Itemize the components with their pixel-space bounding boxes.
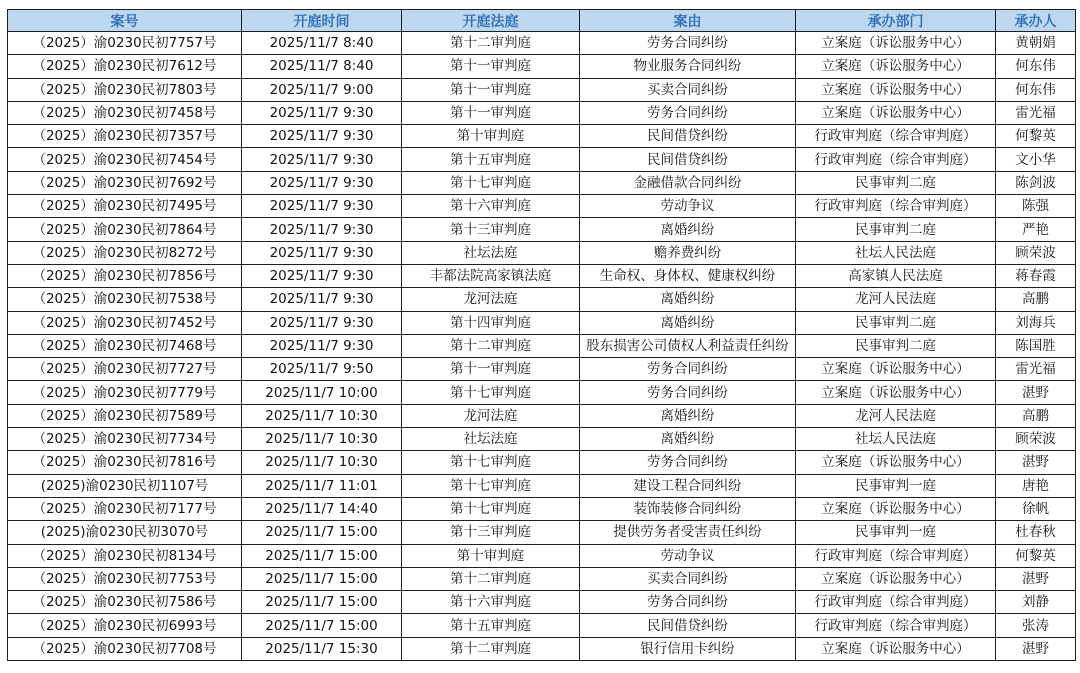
cell-case-number: （2025）渝0230民初7727号 (8, 358, 242, 381)
cell-hearing-time: 2025/11/7 9:30 (242, 264, 402, 287)
cell-cause-of-action: 物业服务合同纠纷 (580, 55, 796, 78)
table-row (8, 171, 1076, 194)
cell-cause-of-action: 劳务合同纠纷 (580, 32, 796, 55)
cell-courtroom: 社坛法庭 (402, 428, 580, 451)
cell-case-number: （2025）渝0230民初8272号 (8, 241, 242, 264)
cell-department: 社坛人民法庭 (796, 428, 996, 451)
table-row (8, 428, 1076, 451)
cell-courtroom: 第十审判庭 (402, 544, 580, 567)
cell-department: 立案庭（诉讼服务中心） (796, 32, 996, 55)
cell-courtroom: 第十一审判庭 (402, 101, 580, 124)
cell-department: 龙河人民法庭 (796, 288, 996, 311)
table-row (8, 32, 1076, 55)
table-row (8, 148, 1076, 171)
cell-cause-of-action: 股东损害公司债权人利益责任纠纷 (580, 334, 796, 357)
cell-courtroom: 第十三审判庭 (402, 521, 580, 544)
cell-case-number: （2025）渝0230民初7864号 (8, 218, 242, 241)
cell-case-number: （2025）渝0230民初7708号 (8, 637, 242, 660)
cell-cause-of-action: 离婚纠纷 (580, 404, 796, 427)
cell-department: 行政审判庭（综合审判庭） (796, 148, 996, 171)
table-row (8, 451, 1076, 474)
cell-cause-of-action: 劳务合同纠纷 (580, 358, 796, 381)
cell-courtroom: 第十七审判庭 (402, 171, 580, 194)
cell-department: 行政审判庭（综合审判庭） (796, 125, 996, 148)
cell-hearing-time: 2025/11/7 10:00 (242, 381, 402, 404)
cell-judge: 张涛 (996, 614, 1076, 637)
table-row (8, 544, 1076, 567)
cell-courtroom: 第十二审判庭 (402, 32, 580, 55)
cell-department: 民事审判二庭 (796, 218, 996, 241)
cell-hearing-time: 2025/11/7 9:30 (242, 148, 402, 171)
cell-hearing-time: 2025/11/7 15:00 (242, 567, 402, 590)
table-row (8, 637, 1076, 660)
cell-judge: 杜春秋 (996, 521, 1076, 544)
cell-hearing-time: 2025/11/7 8:40 (242, 32, 402, 55)
cell-department: 民事审判二庭 (796, 171, 996, 194)
cell-department: 立案庭（诉讼服务中心） (796, 55, 996, 78)
cell-judge: 湛野 (996, 451, 1076, 474)
cell-case-number: （2025）渝0230民初6993号 (8, 614, 242, 637)
cell-judge: 唐艳 (996, 474, 1076, 497)
cell-judge: 徐帆 (996, 497, 1076, 520)
cell-judge: 刘海兵 (996, 311, 1076, 334)
cell-cause-of-action: 建设工程合同纠纷 (580, 474, 796, 497)
cell-judge: 何黎英 (996, 125, 1076, 148)
header-judge: 承办人 (996, 10, 1076, 32)
cell-cause-of-action: 民间借贷纠纷 (580, 614, 796, 637)
cell-hearing-time: 2025/11/7 8:40 (242, 55, 402, 78)
cell-cause-of-action: 买卖合同纠纷 (580, 567, 796, 590)
table-row (8, 521, 1076, 544)
cell-judge: 顾荣波 (996, 241, 1076, 264)
cell-case-number: （2025）渝0230民初7495号 (8, 195, 242, 218)
cell-judge: 黄朝娟 (996, 32, 1076, 55)
cell-department: 龙河人民法庭 (796, 404, 996, 427)
cell-hearing-time: 2025/11/7 11:01 (242, 474, 402, 497)
table-row (8, 614, 1076, 637)
cell-cause-of-action: 劳务合同纠纷 (580, 101, 796, 124)
cell-hearing-time: 2025/11/7 10:30 (242, 428, 402, 451)
cell-department: 立案庭（诉讼服务中心） (796, 567, 996, 590)
cell-judge: 陈强 (996, 195, 1076, 218)
cell-courtroom: 第十六审判庭 (402, 591, 580, 614)
cell-hearing-time: 2025/11/7 15:30 (242, 637, 402, 660)
cell-cause-of-action: 买卖合同纠纷 (580, 78, 796, 101)
cell-case-number: （2025）渝0230民初7586号 (8, 591, 242, 614)
cell-courtroom: 第十三审判庭 (402, 218, 580, 241)
table-row (8, 264, 1076, 287)
cell-cause-of-action: 劳务合同纠纷 (580, 381, 796, 404)
cell-department: 民事审判二庭 (796, 311, 996, 334)
table-row (8, 241, 1076, 264)
cell-department: 社坛人民法庭 (796, 241, 996, 264)
cell-case-number: （2025）渝0230民初7612号 (8, 55, 242, 78)
table-body (8, 32, 1076, 661)
cell-judge: 顾荣波 (996, 428, 1076, 451)
cell-hearing-time: 2025/11/7 10:30 (242, 404, 402, 427)
cell-hearing-time: 2025/11/7 15:00 (242, 591, 402, 614)
cell-courtroom: 丰都法院高家镇法庭 (402, 264, 580, 287)
table-row (8, 334, 1076, 357)
cell-judge: 何黎英 (996, 544, 1076, 567)
cell-hearing-time: 2025/11/7 14:40 (242, 497, 402, 520)
cell-cause-of-action: 赡养费纠纷 (580, 241, 796, 264)
cell-judge: 文小华 (996, 148, 1076, 171)
cell-hearing-time: 2025/11/7 9:30 (242, 171, 402, 194)
cell-judge: 雷光福 (996, 101, 1076, 124)
cell-case-number: （2025）渝0230民初7803号 (8, 78, 242, 101)
cell-case-number: （2025）渝0230民初7458号 (8, 101, 242, 124)
cell-judge: 刘静 (996, 591, 1076, 614)
table-row (8, 78, 1076, 101)
cell-hearing-time: 2025/11/7 15:00 (242, 521, 402, 544)
table-row (8, 195, 1076, 218)
cell-department: 行政审判庭（综合审判庭） (796, 591, 996, 614)
cell-courtroom: 龙河法庭 (402, 404, 580, 427)
table-row (8, 311, 1076, 334)
cell-courtroom: 第十七审判庭 (402, 381, 580, 404)
cell-case-number: （2025）渝0230民初7753号 (8, 567, 242, 590)
cell-cause-of-action: 离婚纠纷 (580, 288, 796, 311)
cell-case-number: (2025)渝0230民初1107号 (8, 474, 242, 497)
cell-cause-of-action: 装饰装修合同纠纷 (580, 497, 796, 520)
cell-case-number: （2025）渝0230民初7468号 (8, 334, 242, 357)
cell-courtroom: 第十二审判庭 (402, 567, 580, 590)
cell-cause-of-action: 金融借款合同纠纷 (580, 171, 796, 194)
cell-department: 行政审判庭（综合审判庭） (796, 195, 996, 218)
cell-department: 立案庭（诉讼服务中心） (796, 358, 996, 381)
table-row (8, 497, 1076, 520)
cell-case-number: （2025）渝0230民初7734号 (8, 428, 242, 451)
table-row (8, 474, 1076, 497)
cell-case-number: （2025）渝0230民初7816号 (8, 451, 242, 474)
table-row (8, 404, 1076, 427)
cell-department: 民事审判二庭 (796, 334, 996, 357)
cell-department: 行政审判庭（综合审判庭） (796, 544, 996, 567)
table-row (8, 288, 1076, 311)
header-cause-of-action: 案由 (580, 10, 796, 32)
cell-judge: 蒋春霞 (996, 264, 1076, 287)
cell-hearing-time: 2025/11/7 9:30 (242, 101, 402, 124)
cell-hearing-time: 2025/11/7 15:00 (242, 544, 402, 567)
cell-department: 立案庭（诉讼服务中心） (796, 381, 996, 404)
cell-judge: 高鹏 (996, 288, 1076, 311)
cell-judge: 湛野 (996, 381, 1076, 404)
cell-hearing-time: 2025/11/7 9:30 (242, 125, 402, 148)
hearing-schedule-table (7, 9, 1076, 661)
cell-case-number: （2025）渝0230民初7856号 (8, 264, 242, 287)
cell-judge: 湛野 (996, 567, 1076, 590)
cell-courtroom: 第十七审判庭 (402, 451, 580, 474)
cell-case-number: （2025）渝0230民初7779号 (8, 381, 242, 404)
header-courtroom: 开庭法庭 (402, 10, 580, 32)
cell-courtroom: 第十二审判庭 (402, 334, 580, 357)
cell-department: 立案庭（诉讼服务中心） (796, 101, 996, 124)
cell-courtroom: 第十一审判庭 (402, 78, 580, 101)
header-department: 承办部门 (796, 10, 996, 32)
cell-courtroom: 社坛法庭 (402, 241, 580, 264)
cell-cause-of-action: 银行信用卡纠纷 (580, 637, 796, 660)
cell-hearing-time: 2025/11/7 9:50 (242, 358, 402, 381)
cell-department: 立案庭（诉讼服务中心） (796, 78, 996, 101)
table-row (8, 358, 1076, 381)
cell-judge: 雷光福 (996, 358, 1076, 381)
cell-case-number: （2025）渝0230民初7538号 (8, 288, 242, 311)
table-row (8, 381, 1076, 404)
cell-cause-of-action: 离婚纠纷 (580, 218, 796, 241)
cell-department: 立案庭（诉讼服务中心） (796, 497, 996, 520)
cell-case-number: （2025）渝0230民初7454号 (8, 148, 242, 171)
cell-judge: 何东伟 (996, 55, 1076, 78)
cell-courtroom: 第十五审判庭 (402, 614, 580, 637)
cell-courtroom: 第十五审判庭 (402, 148, 580, 171)
cell-cause-of-action: 劳动争议 (580, 195, 796, 218)
cell-department: 高家镇人民法庭 (796, 264, 996, 287)
cell-case-number: （2025）渝0230民初7692号 (8, 171, 242, 194)
cell-courtroom: 第十审判庭 (402, 125, 580, 148)
cell-department: 民事审判一庭 (796, 474, 996, 497)
cell-courtroom: 第十六审判庭 (402, 195, 580, 218)
cell-hearing-time: 2025/11/7 10:30 (242, 451, 402, 474)
cell-cause-of-action: 生命权、身体权、健康权纠纷 (580, 264, 796, 287)
cell-case-number: （2025）渝0230民初7452号 (8, 311, 242, 334)
cell-case-number: （2025）渝0230民初7357号 (8, 125, 242, 148)
cell-case-number: （2025）渝0230民初7589号 (8, 404, 242, 427)
cell-hearing-time: 2025/11/7 9:30 (242, 195, 402, 218)
cell-department: 立案庭（诉讼服务中心） (796, 451, 996, 474)
cell-case-number: （2025）渝0230民初8134号 (8, 544, 242, 567)
cell-cause-of-action: 民间借贷纠纷 (580, 125, 796, 148)
cell-hearing-time: 2025/11/7 9:30 (242, 241, 402, 264)
cell-cause-of-action: 劳动争议 (580, 544, 796, 567)
cell-judge: 高鹏 (996, 404, 1076, 427)
cell-cause-of-action: 提供劳务者受害责任纠纷 (580, 521, 796, 544)
cell-cause-of-action: 离婚纠纷 (580, 311, 796, 334)
cell-hearing-time: 2025/11/7 15:00 (242, 614, 402, 637)
hearing-schedule (7, 9, 1075, 661)
table-row (8, 218, 1076, 241)
cell-hearing-time: 2025/11/7 9:30 (242, 311, 402, 334)
cell-case-number: （2025）渝0230民初7757号 (8, 32, 242, 55)
cell-hearing-time: 2025/11/7 9:30 (242, 334, 402, 357)
cell-courtroom: 第十四审判庭 (402, 311, 580, 334)
cell-courtroom: 第十一审判庭 (402, 55, 580, 78)
cell-judge: 陈剑波 (996, 171, 1076, 194)
cell-hearing-time: 2025/11/7 9:00 (242, 78, 402, 101)
cell-judge: 严艳 (996, 218, 1076, 241)
cell-judge: 湛野 (996, 637, 1076, 660)
cell-courtroom: 第十七审判庭 (402, 474, 580, 497)
cell-judge: 陈国胜 (996, 334, 1076, 357)
cell-courtroom: 第十七审判庭 (402, 497, 580, 520)
table-row (8, 125, 1076, 148)
cell-cause-of-action: 民间借贷纠纷 (580, 148, 796, 171)
cell-department: 行政审判庭（综合审判庭） (796, 614, 996, 637)
table-row (8, 55, 1076, 78)
cell-case-number: （2025）渝0230民初7177号 (8, 497, 242, 520)
cell-judge: 何东伟 (996, 78, 1076, 101)
cell-hearing-time: 2025/11/7 9:30 (242, 288, 402, 311)
cell-department: 民事审判一庭 (796, 521, 996, 544)
cell-courtroom: 第十一审判庭 (402, 358, 580, 381)
cell-department: 立案庭（诉讼服务中心） (796, 637, 996, 660)
cell-courtroom: 第十二审判庭 (402, 637, 580, 660)
cell-cause-of-action: 劳务合同纠纷 (580, 451, 796, 474)
table-row (8, 591, 1076, 614)
cell-cause-of-action: 离婚纠纷 (580, 428, 796, 451)
cell-case-number: (2025)渝0230民初3070号 (8, 521, 242, 544)
table-row (8, 567, 1076, 590)
cell-courtroom: 龙河法庭 (402, 288, 580, 311)
table-header-row (8, 10, 1076, 32)
cell-hearing-time: 2025/11/7 9:30 (242, 218, 402, 241)
header-case-number: 案号 (8, 10, 242, 32)
cell-cause-of-action: 劳务合同纠纷 (580, 591, 796, 614)
header-hearing-time: 开庭时间 (242, 10, 402, 32)
table-row (8, 101, 1076, 124)
